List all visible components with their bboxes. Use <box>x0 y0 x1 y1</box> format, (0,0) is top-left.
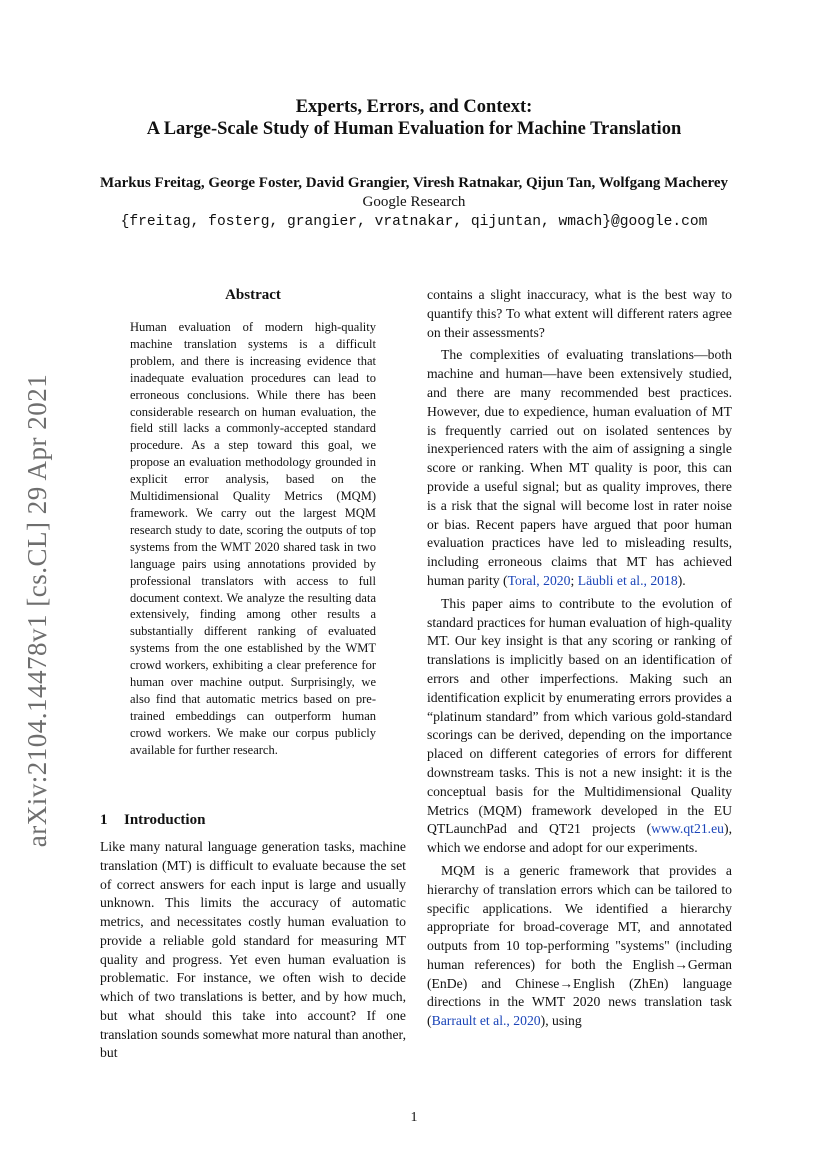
citation-link[interactable]: Läubli et al., 2018 <box>577 572 678 588</box>
page-number: 1 <box>410 1110 418 1125</box>
citation-link[interactable]: Barrault et al., 2020 <box>431 1013 541 1029</box>
paragraph-text: MQM is a generic framework that provides a hierarchy of translation errors which can be tailored to specific applications. We identified a hierarchy appropriate for broad-coverage MT, and annotated outputs from 10 top-performing "systems" (including human references) for both the English→German (EnDe) and Chinese→English (ZhEn) language directions in the WMT 2020 news translation task ( <box>427 862 732 1029</box>
paragraph-text: The complexities of evaluating translations—both machine and human—have been extensively studied, and there are many recommended best practices. However, due to expedience, human evaluation of MT is frequently carried out on isolated sentences by inexperienced raters with the aim of assigning a single score or ranking. When MT quality is poor, this can provide a useful signal; but as quality improves, there is a risk that the signal will become lost in rater noise or bias. Recent papers have argued that poor human evaluation practices have led to misleading results, including erroneous claims that MT has achieved human parity ( <box>427 347 732 588</box>
section-title: Introduction <box>124 812 206 828</box>
intro-paragraph-2 <box>427 346 732 590</box>
paper-title <box>0 96 828 140</box>
section-number: 1 <box>100 812 108 828</box>
arxiv-identifier-text: arXiv:2104.14478v1 [cs.CL] 29 Apr 2021 <box>22 373 53 847</box>
author-emails: {freitag, fosterg, grangier, vratnakar, qijuntan, wmach}@google.com <box>120 214 708 230</box>
section-heading-introduction <box>100 810 406 830</box>
url-link[interactable]: www.qt21.eu <box>651 821 725 837</box>
arxiv-identifier <box>16 360 60 860</box>
paragraph-text: ), using <box>540 1013 582 1029</box>
abstract-text: Human evaluation of modern high-quality machine translation systems is a difficult problem, and there is increasing evidence that inadequate evaluation procedures can lead to erroneous conclusions. While there has been considerable research on human evaluation, the field still lacks a commonly-accepted standard procedure. As a step toward this goal, we propose an evaluation methodology grounded in explicit error analysis, based on the Multidimensional Quality Metrics (MQM) framework. We carry out the largest MQM research study to date, scoring the outputs of top systems from the WMT 2020 shared task in two language pairs using annotations provided by professional translators with access to full document context. We analyze the resulting data extensively, finding among other results a substantially different ranking of evaluated systems from the one established by the WMT crowd workers, exhibiting a clear preference for human over machine output. Surprisingly, we also find that automatic metrics based on pre-trained embeddings can outperform human crowd workers. We make our corpus publicly available for further research. <box>130 320 376 757</box>
title-line-1: Experts, Errors, and Context: <box>295 97 533 117</box>
abstract-heading: Abstract <box>225 287 281 303</box>
right-column <box>427 286 732 1031</box>
intro-paragraph-3 <box>427 595 732 858</box>
intro-paragraph-left: Like many natural language generation tasks, machine translation (MT) is difficult to evaluate because the set of correct answers for each input is large and usually unknown. This limits the accuracy of automatic metrics, and necessitates costly human evaluation to provide a reliable gold standard for measuring MT quality and progress. Yet even human evaluation is problematic. For instance, we often wish to decide which of two translations is better, and by how much, but what should this take into account? If one translation sounds somewhat more natural than another, but <box>100 839 406 1061</box>
intro-paragraph-4 <box>427 862 732 1031</box>
paragraph-text: This paper aims to contribute to the evolution of standard practices for human evaluation of high-quality MT. Our key insight is that any scoring or ranking of translations is implicitly based on an identification of errors and other imperfections. Making such an identification explicit by enumerating errors provides a “platinum standard” from which various gold-standard scorings can be derived, depending on the importance placed on different categories of errors for different downstream tasks. This is not a new insight: it is the conceptual basis for the Multidimensional Quality Metrics (MQM) framework developed in the EU QTLaunchPad and QT21 projects ( <box>427 595 732 837</box>
paragraph-text: ), which we endorse and adopt for our experiments. <box>427 821 732 856</box>
intro-paragraph-continued: contains a slight inaccuracy, what is the best way to quantify this? To what extent will different raters agree on their assessments? <box>427 287 732 340</box>
affiliation: Google Research <box>362 194 466 210</box>
paragraph-text: ). <box>677 572 686 588</box>
title-line-2: A Large-Scale Study of Human Evaluation for Machine Translation <box>146 119 682 139</box>
author-list: Markus Freitag, George Foster, David Grangier, Viresh Ratnakar, Qijun Tan, Wolfgang Macherey <box>99 175 729 191</box>
citation-link[interactable]: Toral, 2020 <box>507 572 571 588</box>
citation-separator: ; <box>570 572 578 588</box>
